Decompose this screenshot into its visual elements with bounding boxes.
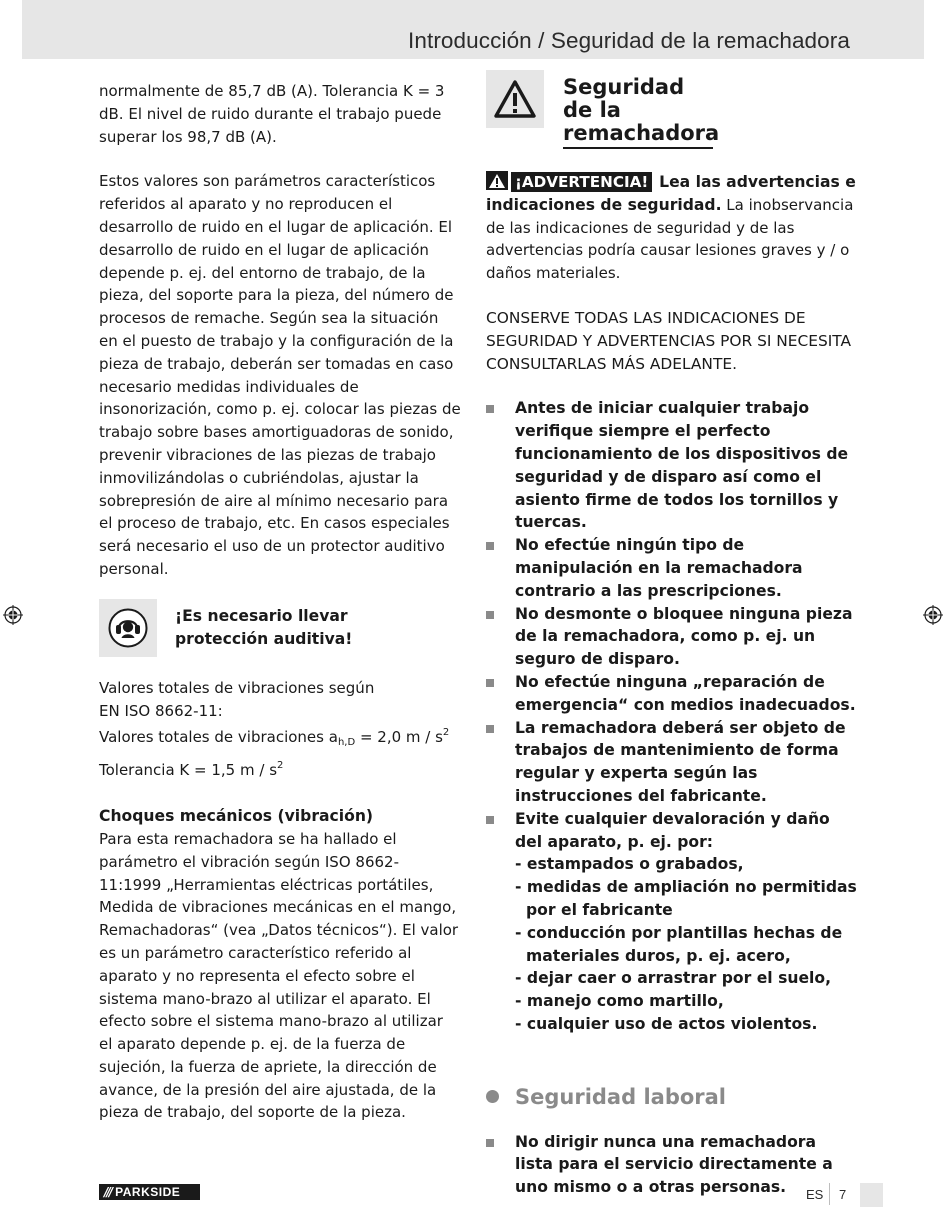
bullet-square-icon [486, 405, 494, 413]
warning-text: La inobservancia de las indicaciones de seguridad y de las advertencias podría causar lesiones graves y / o daños materiales. [486, 195, 854, 283]
noise-paragraph: normalmente de 85,7 dB (A). Tolerancia K = 3 dB. El nivel de ruido durante el trabajo puede superar los 98,7 dB (A). [99, 82, 445, 146]
list-item: No desmonte o bloquee ninguna pieza de la remachadora, como p. ej. un seguro de disparo. [486, 603, 858, 671]
vibration-line-3: Valores totales de vibraciones $a_{h,D} = 2,0$ m / $s^2$ [99, 727, 450, 749]
warning-bold-text: Lea las advertencias e indicaciones de seguridad. [486, 173, 856, 214]
bullet-square-icon [486, 679, 494, 687]
right-column [486, 70, 858, 1199]
sub-list-item: - estampados o grabados, [515, 855, 744, 874]
list-item: La remachadora deberá ser objeto de trabajos de mantenimiento de forma regular y experta según las instrucciones del fabricante. [486, 717, 858, 808]
hearing-protection-icon-box [99, 599, 157, 657]
bullet-square-icon [486, 611, 494, 619]
left-column [99, 80, 461, 1124]
conserve-notice: CONSERVE TODAS LAS INDICACIONES DE SEGURIDAD Y ADVERTENCIAS POR SI NECESITA CONSULTARLAS MÁS ADELANTE. [486, 308, 852, 373]
damage-sublist [515, 853, 858, 1035]
vibration-line-2: EN ISO 8662-11: [99, 701, 223, 720]
footer-tab-box [860, 1183, 883, 1207]
list-item: Antes de iniciar cualquier trabajo verifique siempre el perfecto funcionamiento de los dispositivos de seguridad y de disparo así como el asiento firme de todos los tornillos y tuercas. [486, 397, 858, 534]
sub-list-item: - medidas de ampliación no permitidas por el fabricante [515, 878, 857, 919]
sub-list-item: - manejo como martillo, [515, 992, 724, 1011]
section-dot-icon [486, 1090, 499, 1103]
safety-section-title: Seguridad de la remachadora [563, 76, 713, 149]
safety-section-header [486, 70, 858, 149]
vibration-line-1: Valores totales de vibraciones según [99, 678, 375, 697]
bullet-square-icon [486, 542, 494, 550]
list-item: No efectúe ninguna „reparación de emergencia“ con medios inadecuados. [486, 671, 858, 717]
registration-mark-right-icon [923, 605, 943, 625]
vibration-values [99, 677, 461, 782]
bullet-square-icon [486, 1139, 494, 1147]
warning-label: ¡ADVERTENCIA! [511, 172, 652, 192]
bullet-square-icon [486, 725, 494, 733]
list-item: No efectúe ningún tipo de manipulación en la remachadora contrario a las prescripciones. [486, 534, 858, 602]
page-number: 7 [839, 1187, 847, 1202]
warning-triangle-icon [493, 79, 537, 119]
sub-list-item: - cualquier uso de actos violentos. [515, 1014, 818, 1033]
shocks-heading: Choques mecánicos (vibración) [99, 806, 374, 825]
hearing-protection-heading: ¡Es necesario llevar protección auditiva! [175, 606, 353, 648]
hearing-protection-notice [99, 599, 461, 657]
warning-icon-box [486, 70, 544, 128]
logo-slashes: /// [104, 1185, 112, 1199]
laboral-bullet-list [486, 1131, 858, 1199]
vibration-line-4: Tolerancia K = 1,5 m / $s^2$ [99, 760, 284, 780]
list-item: No dirigir nunca una remachadora lista para el servicio directamente a uno mismo o a otras personas. [486, 1131, 858, 1199]
parameters-paragraph: Estos valores son parámetros característicos referidos al aparato y no reproducen el desarrollo de ruido en el lugar de aplicación. El desarrollo de ruido en el lugar de aplicación depende p. ej. del entorno de trabajo, de la pieza, del soporte para la pieza, del número de procesos de remache. Según sea la situación en el puesto de trabajo y la configuración de la pieza de trabajo, deberán ser tomadas en caso necesario medidas individuales de insonorización, como p. ej. colocar las piezas de trabajo sobre bases amortiguadoras de sonido, prevenir vibraciones de las piezas de trabajo inmovilizándolas o cubriéndolas, ajustar la sobrepresión de aire al mínimo necesario para el proceso de trabajo, etc. En casos especiales será necesario el uso de un protector auditivo personal. [99, 172, 461, 578]
sub-list-item: - conducción por plantillas hechas de materiales duros, p. ej. acero, [515, 923, 843, 965]
footer-language: ES [806, 1187, 824, 1202]
safety-bullet-list [486, 397, 858, 1035]
laboral-section-title: Seguridad laboral [515, 1084, 727, 1109]
laboral-section-header [486, 1085, 858, 1109]
parkside-logo [99, 1184, 200, 1200]
registration-mark-left-icon [3, 605, 23, 625]
logo-text: PARKSIDE [115, 1185, 181, 1199]
ear-protection-icon [108, 608, 148, 648]
page-title: Introducción / Seguridad de la remachadora [408, 28, 850, 53]
list-item: Evite cualquier devaloración y daño del aparato, p. ej. por: - estampados o grabados, - medidas de ampliación no permitidas por el fabricante - conducción por plantillas hechas de materiales duros, p. ej. acero, - dejar caer o arrastrar por el suelo, - manejo como martillo, - cualquier uso de actos violentos. [486, 808, 858, 1036]
bullet-square-icon [486, 816, 494, 824]
warning-paragraph [486, 171, 858, 285]
footer-divider [829, 1183, 830, 1205]
warning-small-icon [486, 171, 508, 190]
sub-list-item: - dejar caer o arrastrar por el suelo, [515, 969, 832, 988]
shocks-paragraph: Para esta remachadora se ha hallado el parámetro el vibración según ISO 8662-11:1999 „Herramientas eléctricas portátiles, Medida de vibraciones mecánicas en el mango, Remachadoras“ (vea „Datos técnicos“). El valor es un parámetro característico referido al aparato y no representa el efecto sobre el sistema mano-brazo al utilizar el aparato. El efecto sobre el sistema mano-brazo al utilizar el aparato depende p. ej. de la fuerza de sujeción, la fuerza de apriete, la dirección de avance, de la presión del aire ajustada, de la pieza de trabajo, del soporte de la pieza. [99, 829, 459, 1122]
